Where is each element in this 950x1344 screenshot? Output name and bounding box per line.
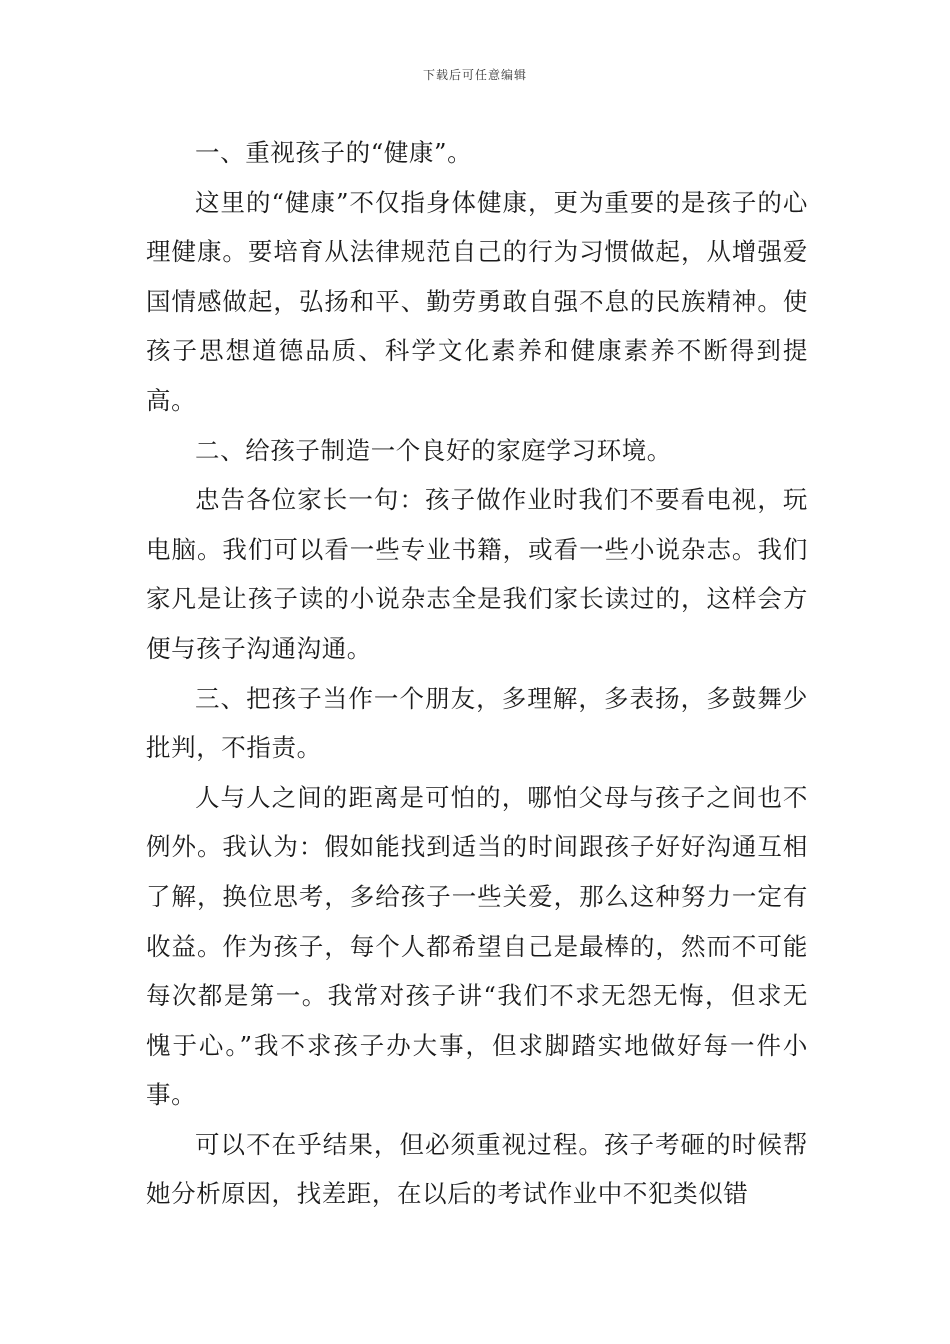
paragraph-environment: 忠告各位家长一句：孩子做作业时我们不要看电视，玩电脑。我们可以看一些专业书籍，或看一些小说杂志。我们家凡是让孩子读的小说杂志全是我们家长读过的，这样会方便与孩子沟通沟通。 — [146, 485, 808, 663]
heading-health: 一、重视孩子的“健康”。 — [195, 138, 473, 167]
heading-environment: 二、给孩子制造一个良好的家庭学习环境。 — [195, 435, 672, 465]
heading-friend: 三、把孩子当作一个朋友，多理解，多表扬，多鼓舞少批判，不指责。 — [146, 683, 808, 763]
paragraph-process: 可以不在乎结果，但必须重视过程。孩子考砸的时候帮她分析原因，找差距，在以后的考试作业中不犯类似错 — [146, 1129, 808, 1209]
page-header-note: 下载后可任意编辑 — [422, 68, 527, 82]
paragraph-friend: 人与人之间的距离是可怕的，哪怕父母与孩子之间也不例外。我认为：假如能找到适当的时间跟孩子好好沟通互相了解，换位思考，多给孩子一些关爱，那么这种努力一定有收益。作为孩子，每个人都希望自己是最棒的，然而不可能每次都是第一。我常对孩子讲“我们不求无怨无悔，但求无愧于心。”我不求孩子办大事，但求脚踏实地做好每一件小事。 — [146, 782, 808, 1110]
paragraph-health: 这里的“健康”不仅指身体健康，更为重要的是孩子的心理健康。要培育从法律规范自己的行为习惯做起，从增强爱国情感做起，弘扬和平、勤劳勇敢自强不息的民族精神。使孩子思想道德品质、科学文化素养和健康素养不断得到提高。 — [146, 187, 808, 415]
document-body — [146, 128, 808, 1219]
